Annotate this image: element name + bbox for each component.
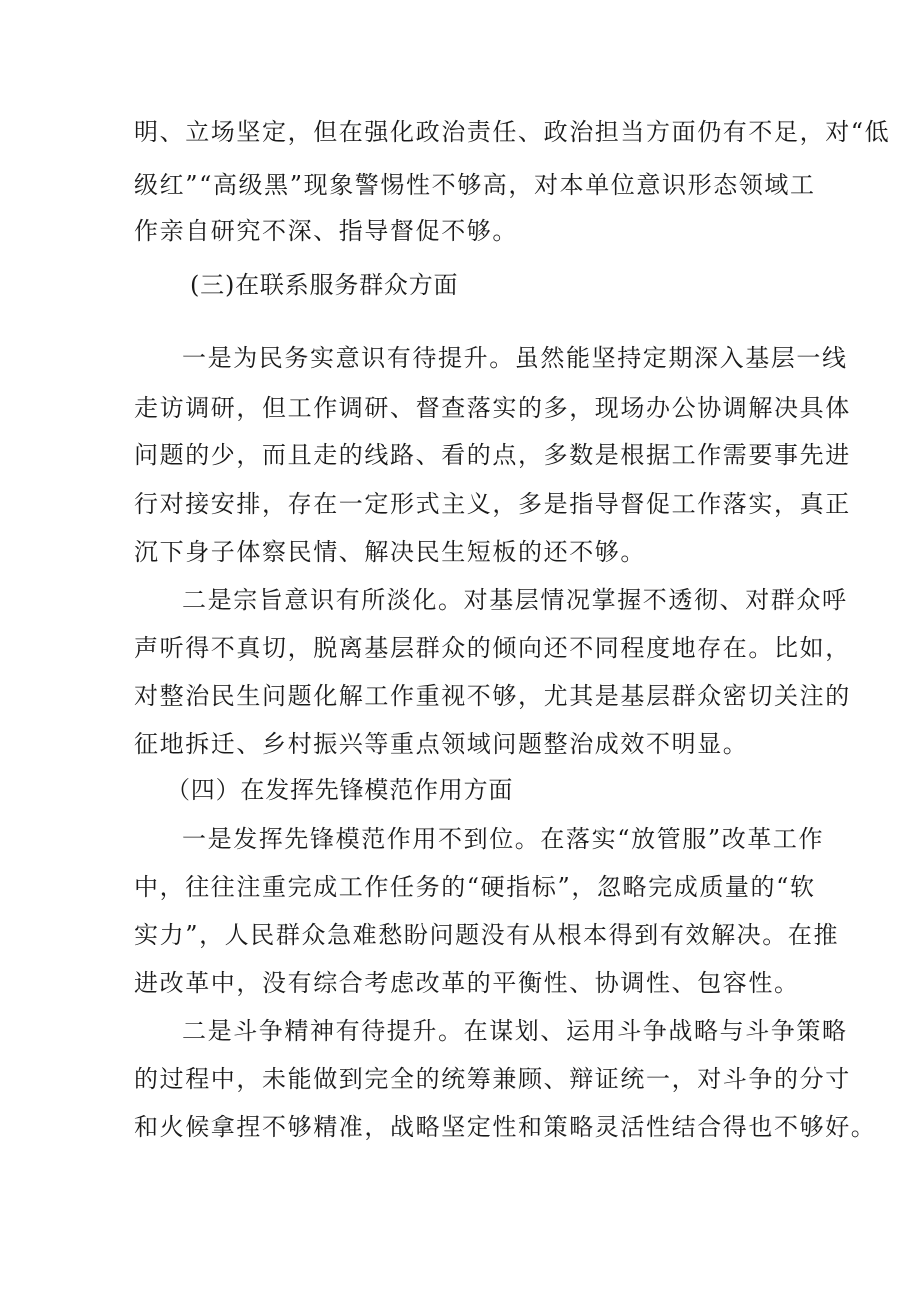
text-line: 对整治民生问题化解工作重视不够，尤其是基层群众密切关注的 (134, 682, 851, 710)
section-heading-3: (三)在联系服务群众方面 (190, 271, 459, 299)
text-line: 和火候拿捏不够精准，战略坚定性和策略灵活性结合得也不够好。 (134, 1113, 877, 1141)
text-line: 声听得不真切，脱离基层群众的倾向还不同程度地存在。比如， (134, 634, 851, 662)
text-line: 二是斗争精神有待提升。在谋划、运用斗争战略与斗争策略 (182, 1017, 848, 1045)
text-line: 实力”，人民群众急难愁盼问题没有从根本得到有效解决。在推 (134, 921, 840, 949)
text-line: 一是为民务实意识有待提升。虽然能坚持定期深入基层一线 (182, 344, 848, 372)
section-heading-4: （四）在发挥先锋模范作用方面 (166, 776, 514, 804)
text-line: 级红”“高级黑”现象警惕性不够高，对本单位意识形态领域工 (134, 171, 816, 199)
text-line: 的过程中，未能做到完全的统筹兼顾、辩证统一，对斗争的分寸 (134, 1065, 851, 1093)
text-line: 征地拆迁、乡村振兴等重点领域问题整治成效不明显。 (134, 730, 749, 758)
text-line: 问题的少，而且走的线路、看的点，多数是根据工作需要事先进 (134, 441, 851, 469)
text-line: 沉下身子体察民情、解决民生短板的还不够。 (134, 538, 646, 566)
text-line: 行对接安排，存在一定形式主义，多是指导督促工作落实，真正 (134, 490, 851, 518)
text-line: 进改革中，没有综合考虑改革的平衡性、协调性、包容性。 (134, 969, 800, 997)
text-line: 作亲自研究不深、指导督促不够。 (134, 217, 518, 245)
text-line: 明、立场坚定，但在强化政治责任、政治担当方面仍有不足，对“低 (134, 118, 891, 146)
text-line: 二是宗旨意识有所淡化。对基层情况掌握不透彻、对群众呼 (182, 586, 848, 614)
text-line: 走访调研，但工作调研、督查落实的多，现场办公协调解决具体 (134, 394, 851, 422)
text-line: 中，往往注重完成工作任务的“硬指标”，忽略完成质量的“软 (134, 873, 816, 901)
text-line: 一是发挥先锋模范作用不到位。在落实“放管服”改革工作 (182, 825, 825, 853)
